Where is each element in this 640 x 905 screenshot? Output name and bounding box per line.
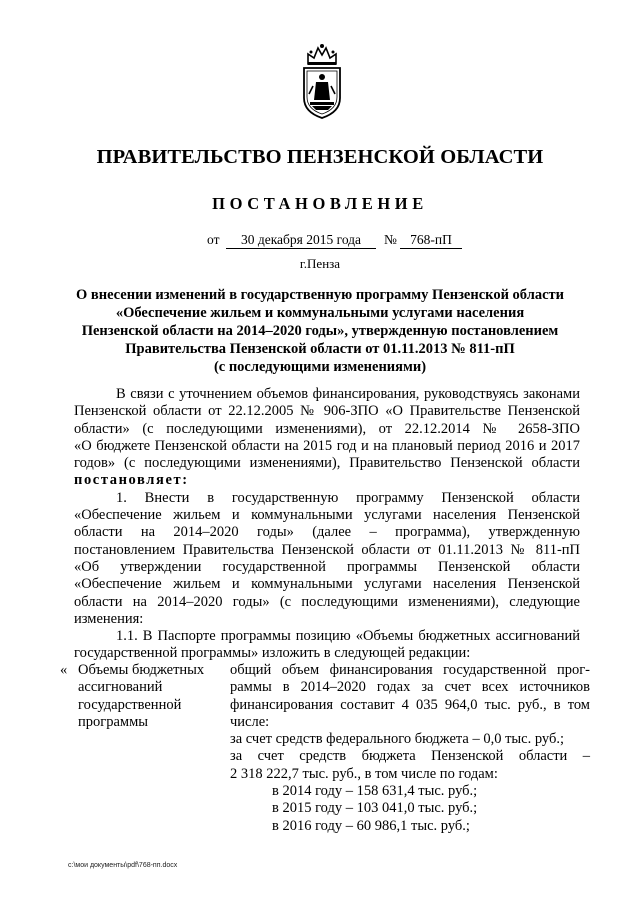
body-line: «Обеспечение жильем и коммунальными услугами населения Пензенской: [74, 507, 580, 524]
right-cell-line: за счет средств федерального бюджета – 0,0 тыс. руб.;: [230, 731, 564, 748]
document-type: ПОСТАНОВЛЕНИЕ: [212, 194, 428, 213]
body-line: «Об утверждении государственной программы Пензенской области: [74, 558, 580, 575]
right-cell-line: финансирования составит 4 035 964,0 тыс. руб., в том: [230, 696, 590, 713]
body-line: годов» (с последующими изменениями), Правительство Пензенской области: [74, 455, 580, 472]
file-path-footer: c:\мои документы\pdf\768-пп.docx: [68, 862, 178, 869]
body-line: В связи с уточнением объемов финансирования, руководствуясь законами: [116, 386, 580, 402]
date-number-line: [0, 232, 640, 250]
body-line: 1. Внести в государственную программу Пензенской области: [116, 489, 580, 506]
body-line: постановлением Правительства Пензенской области от 01.11.2013 № 811-пП: [74, 541, 580, 558]
city: г.Пенза: [299, 256, 341, 271]
document-date: 30 декабря 2015 года: [226, 232, 376, 249]
table-left-column: [78, 662, 228, 731]
date-label: от: [207, 232, 220, 247]
left-cell-line: программы: [78, 713, 148, 730]
right-cell-line: раммы в 2014–2020 годах за счет всех источников: [230, 679, 590, 696]
body-line: государственной программы» изложить в следующей редакции:: [74, 645, 471, 662]
year-amount-line: в 2014 году – 158 631,4 тыс. руб.;: [272, 783, 478, 800]
decree-word: постановляет:: [74, 472, 189, 489]
year-amount-line: в 2015 году – 103 041,0 тыс. руб.;: [272, 800, 478, 817]
body-line: 1.1. В Паспорте программы позицию «Объемы бюджетных ассигнований: [116, 628, 580, 645]
heading-line: О внесении изменений в государственную программу Пензенской области: [75, 287, 564, 303]
right-cell-line: за счет средств бюджета Пензенской области –: [230, 748, 590, 765]
body-line: области на 2014–2020 годы» (далее – программа), утвержденную: [74, 524, 580, 541]
table-right-column: [230, 662, 590, 835]
heading-line: Пензенской области на 2014–2020 годы», утвержденную постановлением: [81, 323, 559, 339]
right-cell-line: 2 318 222,7 тыс. руб., в том числе по годам:: [230, 765, 498, 782]
year-amount-line: в 2016 году – 60 986,1 тыс. руб.;: [272, 817, 470, 834]
body-line: области на 2014–2020 годы» (с последующими изменениями), следующие: [74, 593, 580, 610]
body-line: «О бюджете Пензенской области на 2015 год и на плановый период 2016 и 2017: [74, 437, 580, 454]
heading-line: Правительства Пензенской области от 01.11.2013 № 811-пП: [125, 341, 515, 357]
body-line: изменения:: [74, 610, 144, 627]
body-line: области» (с последующими изменениями), от 22.12.2014 № 2658-ЗПО: [74, 420, 580, 437]
left-cell-line: Объемы бюджетных: [78, 662, 205, 678]
right-cell-line: общий объем финансирования государственной прог-: [230, 662, 590, 678]
number-label: №: [384, 232, 397, 247]
document-heading: [60, 286, 580, 376]
government-title: ПРАВИТЕЛЬСТВО ПЕНЗЕНСКОЙ ОБЛАСТИ: [96, 146, 544, 168]
penza-coat-of-arms-icon: [300, 42, 344, 120]
heading-line: (с последующими изменениями): [213, 359, 427, 375]
body-line: Пензенской области от 22.12.2005 № 906-ЗПО «О Правительстве Пензенской: [74, 403, 580, 420]
document-number: 768-пП: [400, 232, 462, 249]
left-cell-line: государственной: [78, 696, 182, 713]
right-cell-line: числе:: [230, 713, 270, 730]
heading-line: «Обеспечение жильем и коммунальными услугами населения: [115, 305, 525, 321]
document-body: [74, 386, 580, 663]
body-line: «Обеспечение жильем и коммунальными услугами населения Пензенской: [74, 576, 580, 593]
opening-quote: «: [60, 662, 68, 678]
left-cell-line: ассигнований: [78, 679, 163, 696]
